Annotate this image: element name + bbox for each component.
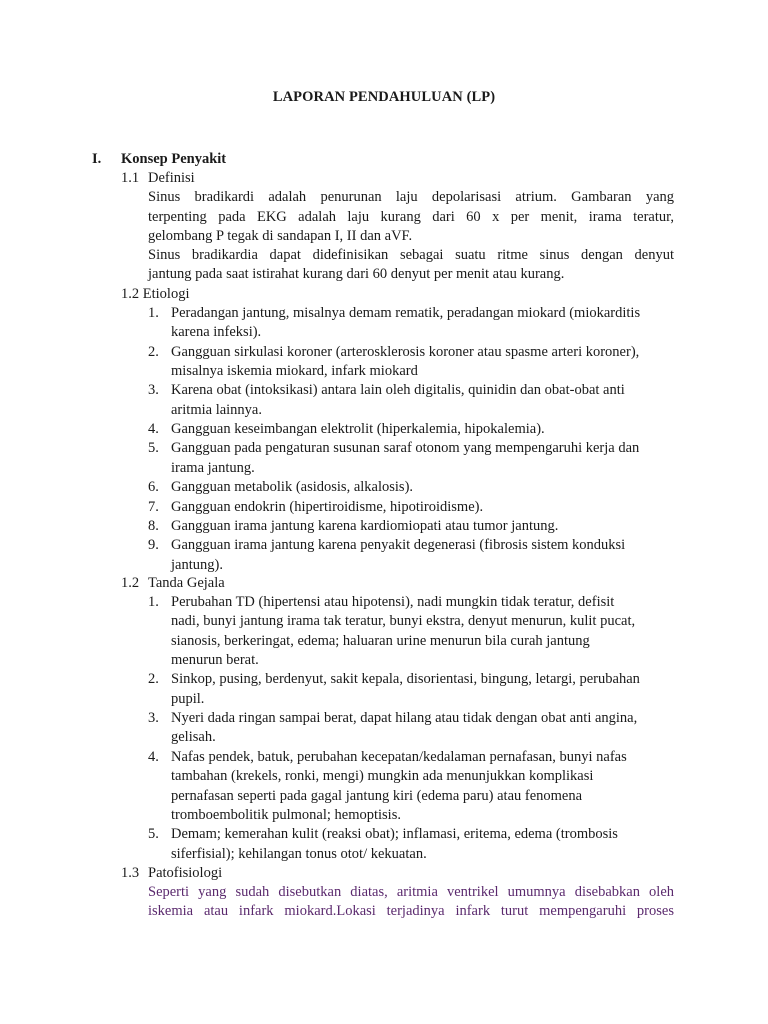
gejala-item-text: tromboembolitik pulmonal; hemoptisis.	[171, 806, 401, 823]
etiologi-item-text: aritmia lainnya.	[171, 401, 262, 418]
etiologi-item-number: 9.	[148, 537, 159, 554]
gejala-item-number: 4.	[148, 748, 159, 765]
definisi-p2-line-2: jantung pada saat istirahat kurang dari 60 denyut per menit atau kurang.	[148, 266, 565, 282]
etiologi-item-text: Gangguan irama jantung karena penyakit degenerasi (fibrosis sistem konduksi	[171, 537, 626, 554]
patofisiologi-heading: Patofisiologi	[148, 865, 223, 881]
etiologi-item-text: irama jantung.	[171, 459, 255, 476]
definisi-p1-line-2: terpenting pada EKG adalah laju kurang dari 60 x per menit, irama teratur,	[148, 209, 674, 225]
etiologi-item-number: 6.	[148, 479, 159, 496]
etiologi-item-text: jantung).	[171, 556, 223, 573]
gejala-item-text: gelisah.	[171, 729, 216, 746]
etiologi-item-text: Gangguan metabolik (asidosis, alkalosis).	[171, 479, 414, 496]
etiologi-item-number: 7.	[148, 498, 159, 515]
gejala-item-text: pernafasan seperti pada gagal jantung kiri (edema paru) atau fenomena	[171, 787, 583, 804]
gejala-item-text: siferfisial); kehilangan tonus otot/ kekuatan.	[171, 845, 427, 862]
etiologi-item-text: Gangguan irama jantung karena kardiomiopati atau tumor jantung.	[171, 517, 559, 534]
gejala-item-text: nadi, bunyi jantung irama tak teratur, bunyi ekstra, denyut menurun, kulit pucat,	[171, 613, 636, 630]
definisi-number: 1.1	[121, 170, 140, 186]
gejala-number: 1.2	[121, 575, 140, 591]
etiologi-item-text: karena infeksi).	[171, 324, 262, 341]
etiologi-item-text: Peradangan jantung, misalnya demam rematik, peradangan miokard (miokarditis	[171, 305, 641, 321]
etiologi-item-text: Gangguan endokrin (hipertiroidisme, hipotiroidisme).	[171, 498, 484, 515]
etiologi-item-number: 4.	[148, 421, 159, 438]
gejala-item-number: 1.	[148, 594, 159, 610]
patofisiologi-number: 1.3	[121, 865, 140, 881]
section-number: I.	[92, 151, 102, 167]
gejala-item-text: Sinkop, pusing, berdenyut, sakit kepala, disorientasi, bingung, letargi, perubahan	[171, 671, 640, 688]
etiologi-item-number: 1.	[148, 305, 159, 321]
patofisiologi-line-1: Seperti yang sudah disebutkan diatas, aritmia ventrikel umumnya disebabkan oleh	[148, 884, 674, 900]
gejala-item-text: menurun berat.	[171, 652, 259, 669]
definisi-p1-line-1: Sinus bradikardi adalah penurunan laju depolarisasi atrium. Gambaran yang	[148, 189, 674, 205]
gejala-item-text: Demam; kemerahan kulit (reaksi obat); inflamasi, eritema, edema (trombosis	[171, 826, 618, 843]
gejala-item-text: sianosis, berkeringat, edema; haluaran urine menurun bila curah jantung	[171, 632, 590, 649]
definisi-heading: Definisi	[148, 170, 195, 186]
page-title: LAPORAN PENDAHULUAN (LP)	[272, 89, 496, 105]
gejala-item-text: Nafas pendek, batuk, perubahan kecepatan/kedalaman pernafasan, bunyi nafas	[171, 748, 627, 765]
gejala-item-number: 5.	[148, 826, 159, 843]
etiologi-item-number: 5.	[148, 440, 159, 457]
definisi-p2-line-1: Sinus bradikardia dapat didefinisikan sebagai suatu ritme sinus dengan denyut	[148, 247, 674, 263]
etiologi-item-text: misalnya iskemia miokard, infark miokard	[171, 363, 418, 380]
gejala-item-text: Nyeri dada ringan sampai berat, dapat hilang atau tidak dengan obat anti angina,	[171, 710, 638, 727]
gejala-item-number: 2.	[148, 671, 159, 688]
etiologi-item-text: Karena obat (intoksikasi) antara lain oleh digitalis, quinidin dan obat-obat anti	[171, 382, 625, 399]
etiologi-heading: 1.2 Etiologi	[121, 286, 190, 302]
etiologi-item-number: 8.	[148, 517, 159, 534]
section-title: Konsep Penyakit	[121, 151, 227, 167]
etiologi-item-text: Gangguan pada pengaturan susunan saraf otonom yang mempengaruhi kerja dan	[171, 440, 640, 457]
gejala-item-text: Perubahan TD (hipertensi atau hipotensi), nadi mungkin tidak teratur, defisit	[171, 594, 615, 610]
etiologi-item-number: 2.	[148, 343, 159, 360]
definisi-p1-line-3: gelombang P tegak di sandapan I, II dan aVF.	[148, 228, 413, 244]
gejala-heading: Tanda Gejala	[148, 575, 225, 591]
gejala-item-text: tambahan (krekels, ronki, mengi) mungkin ada menunjukkan komplikasi	[171, 768, 594, 785]
etiologi-item-text: Gangguan keseimbangan elektrolit (hiperkalemia, hipokalemia).	[171, 421, 545, 438]
etiologi-item-text: Gangguan sirkulasi koroner (arterosklerosis koroner atau spasme arteri koroner),	[171, 343, 640, 360]
etiologi-item-number: 3.	[148, 382, 159, 399]
patofisiologi-line-2: iskemia atau infark miokard.Lokasi terjadinya infark turut mempengaruhi proses	[148, 903, 674, 919]
gejala-item-number: 3.	[148, 710, 159, 727]
gejala-item-text: pupil.	[171, 690, 205, 707]
